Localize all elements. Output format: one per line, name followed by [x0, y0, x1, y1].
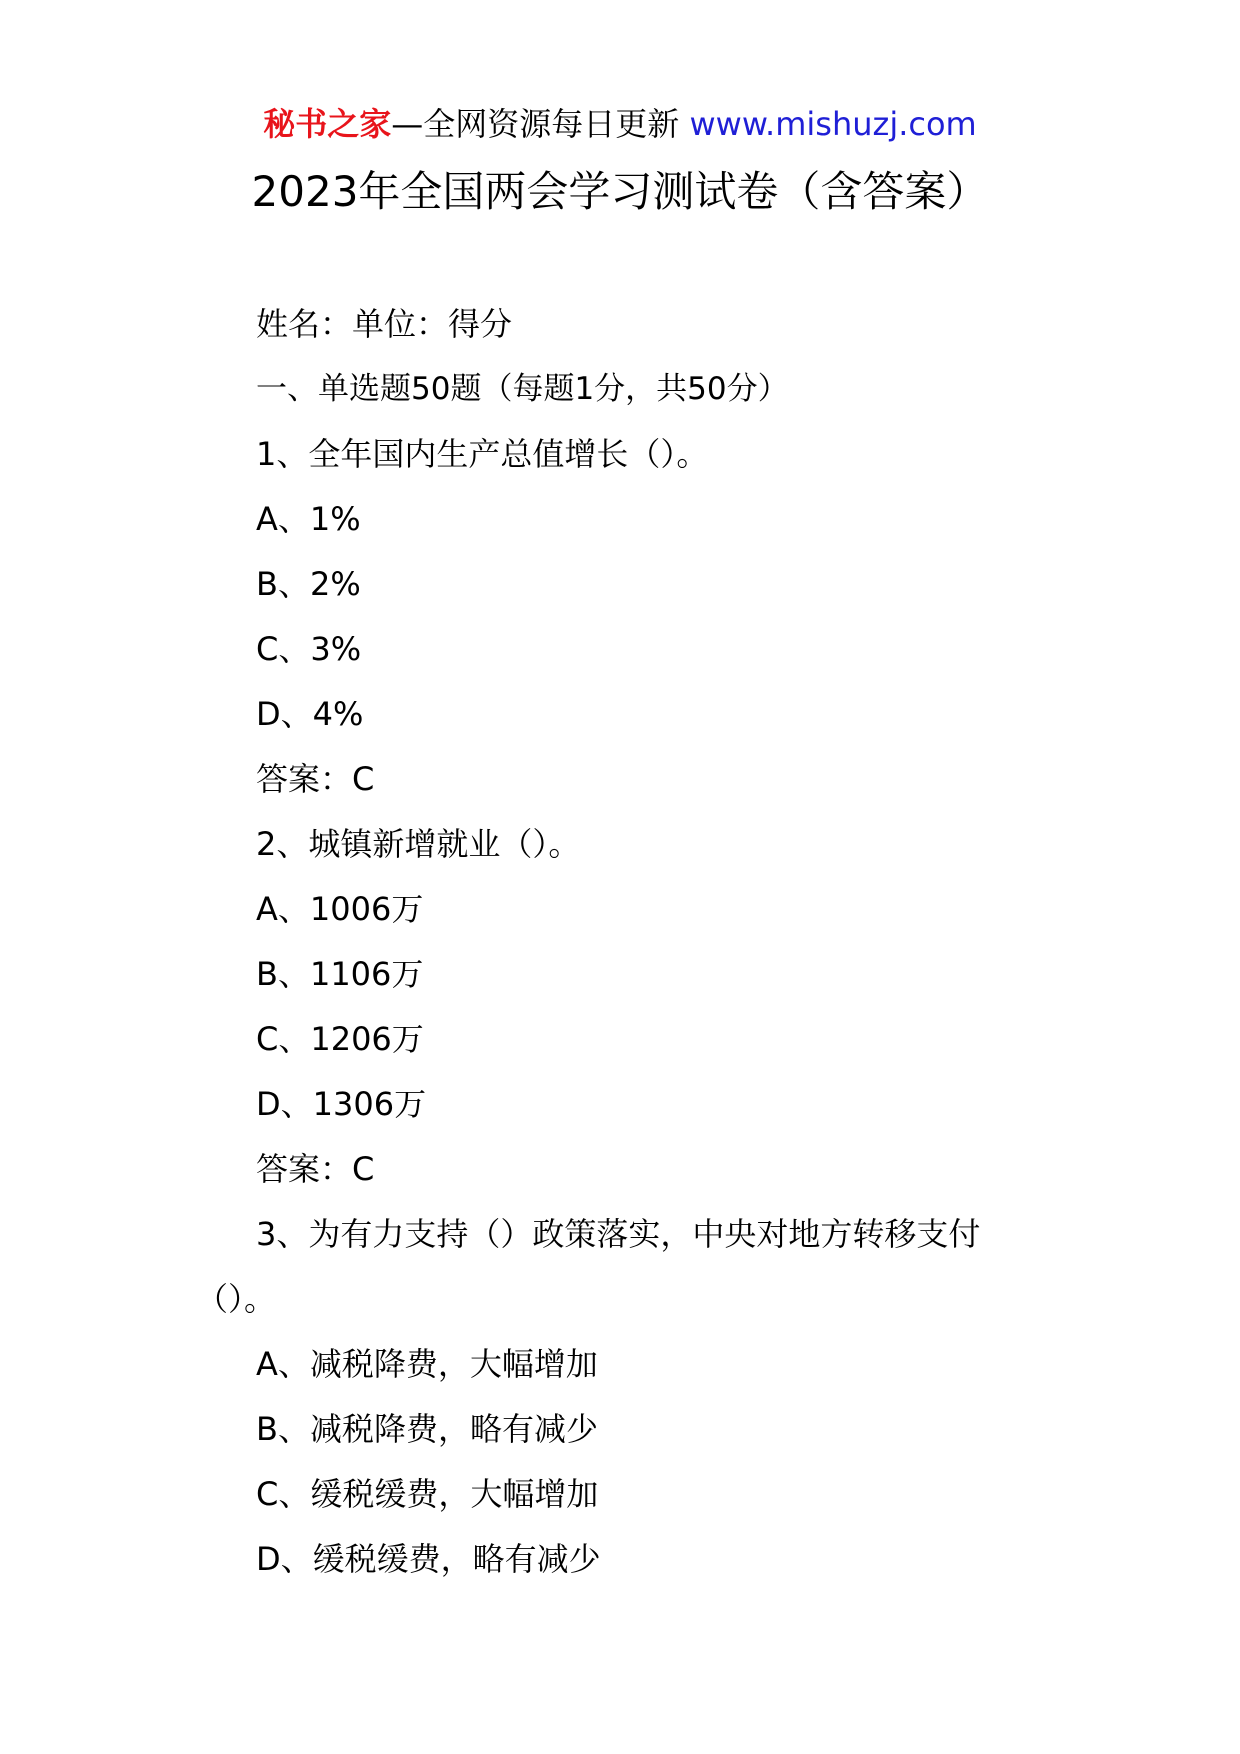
question-stem: 1、全年国内生产总值增长（）。 [256, 435, 709, 473]
option-b: B、1106万 [256, 955, 424, 993]
option-b: B、减税降费，略有减少 [256, 1410, 598, 1448]
answer-line: 答案：C [256, 760, 375, 798]
option-d: D、1306万 [256, 1085, 427, 1123]
site-link[interactable]: www.mishuzj.com [689, 105, 977, 143]
banner-tagline: —全网资源每日更新 [391, 105, 680, 143]
option-c: C、3% [256, 630, 362, 668]
site-banner [0, 100, 1240, 148]
option-a: A、减税降费，大幅增加 [256, 1345, 598, 1383]
brand-name: 秘书之家 [263, 105, 392, 143]
option-c: C、缓税缓费，大幅增加 [256, 1475, 599, 1513]
option-c: C、1206万 [256, 1020, 424, 1058]
option-b: B、2% [256, 565, 361, 603]
info-line: 姓名：单位：得分 [256, 305, 513, 343]
question-stem: 3、为有力支持（）政策落实，中央对地方转移支付 [256, 1215, 981, 1253]
section-heading: 一、单选题50题（每题1分，共50分） [256, 371, 789, 407]
option-a: A、1% [256, 500, 361, 538]
option-d: D、缓税缓费，略有减少 [256, 1540, 601, 1578]
document-body [196, 292, 1056, 1592]
option-d: D、4% [256, 695, 364, 733]
document-title: 2023年全国两会学习测试卷（含答案） [251, 167, 989, 216]
question-stem-continuation: （）。 [196, 1280, 277, 1318]
answer-line: 答案：C [256, 1150, 375, 1188]
question-stem: 2、城镇新增就业（）。 [256, 825, 581, 863]
option-a: A、1006万 [256, 890, 424, 928]
